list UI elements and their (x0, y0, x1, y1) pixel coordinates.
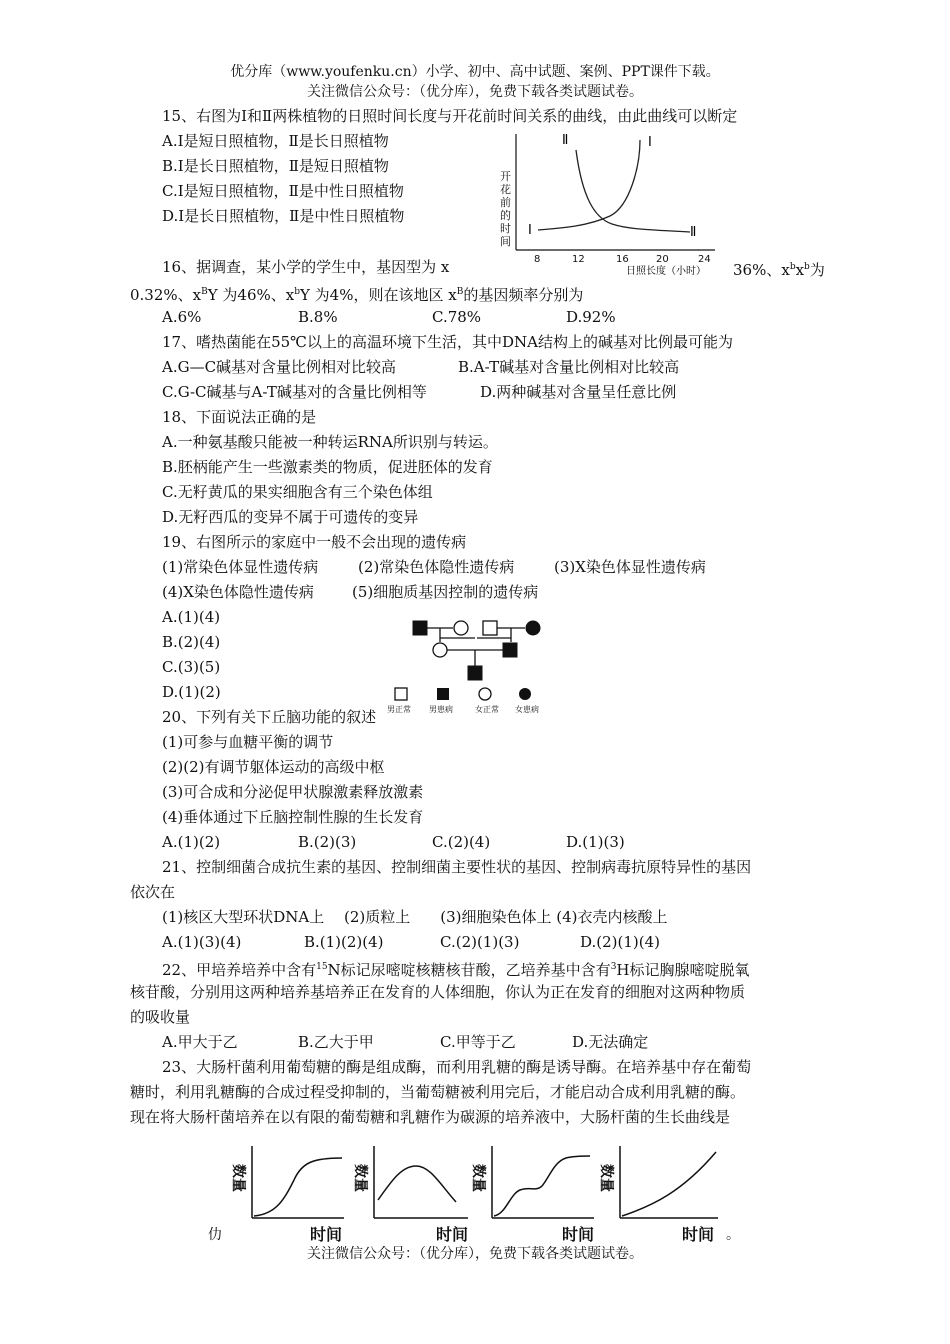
q21-option-b: B.(1)(2)(4) (304, 933, 384, 951)
q22-option-d: D.无法确定 (572, 1033, 649, 1051)
q15-stem: 15、右图为Ⅰ和Ⅱ两株植物的日照时间长度与开花前时间关系的曲线，由此曲线可以断定 (162, 107, 738, 125)
q16-option-d: D.92% (566, 308, 616, 326)
header-line-2: 关注微信公众号：（优分库），免费下载各类试题试卷。 (307, 84, 643, 100)
q21-stem-line-2: 依次在 (130, 883, 176, 901)
q19-option-d: D.(1)(2) (162, 683, 221, 701)
pedigree-gen1-female-affected (526, 621, 540, 635)
pedigree-legend-female-affected-symbol (519, 688, 531, 700)
q22-stem-line-2: 核苷酸，分别用这两种培养基培养正在发育的人体细胞，你认为正在发育的细胞对这两种物质 (130, 983, 746, 1001)
q15-graph (490, 126, 730, 280)
q21-option-c: C.(2)(1)(3) (440, 933, 520, 951)
q16-option-a: A.6% (162, 308, 202, 326)
svg-text:开: 开 (500, 170, 511, 183)
q15-option-c: C.Ⅰ是短日照植物，Ⅱ是中性日照植物 (162, 182, 404, 200)
graph-d-y-label: 数量 (598, 1164, 614, 1192)
pedigree-gen1-male-normal (483, 621, 497, 635)
q20-option-d: D.(1)(3) (566, 833, 625, 851)
graph15-y-label (500, 170, 511, 248)
q19-item-5: (5)细胞质基因控制的遗传病 (352, 583, 539, 601)
graph15-curve-2-label-top: Ⅱ (562, 133, 569, 148)
q20-item-3: (3)可合成和分泌促甲状腺激素释放激素 (162, 783, 424, 801)
graph-c-curve (494, 1156, 590, 1216)
q19-option-b: B.(2)(4) (162, 633, 221, 651)
q19-option-a: A.(1)(4) (162, 608, 221, 626)
graph-a-x-label: 时间 (310, 1225, 343, 1244)
graph-b-curve (378, 1166, 456, 1202)
q15-option-b: B.Ⅰ是长日照植物，Ⅱ是短日照植物 (162, 157, 389, 175)
q17-option-d: D.两种碱基对含量呈任意比例 (480, 383, 677, 401)
q17-option-c: C.G-C碱基与A-T碱基对的含量比例相等 (162, 383, 427, 401)
pedigree-gen3-male-affected (468, 666, 482, 680)
pedigree-legend-male-affected-symbol (437, 688, 449, 700)
pedigree-gen2-male-affected (503, 643, 517, 657)
graph-b-y-label: 数量 (352, 1164, 368, 1192)
graph-a-y-label: 数量 (230, 1164, 246, 1192)
q18-option-c: C.无籽黄瓜的果实细胞含有三个染色体组 (162, 483, 433, 501)
graph-d-x-label: 时间 (682, 1225, 715, 1244)
svg-text:16: 16 (616, 254, 629, 265)
svg-text:间: 间 (500, 235, 511, 248)
q18-option-a: A.一种氨基酸只能被一种转运RNA所识别与转运。 (162, 433, 498, 451)
pedigree-legend-female-normal-symbol (479, 688, 491, 700)
graph15-curve-1 (538, 140, 640, 230)
q22-option-b: B.乙大于甲 (298, 1033, 374, 1051)
pedigree-legend-male-normal-symbol (395, 688, 407, 700)
footer-left-fragment: 仂 (208, 1227, 222, 1243)
q18-option-b: B.胚柄能产生一些激素类的物质，促进胚体的发育 (162, 458, 493, 476)
svg-text:12: 12 (572, 254, 585, 265)
graph15-curve-1-label-top: Ⅰ (648, 135, 652, 150)
q23-growth-graphs (206, 1140, 736, 1250)
q21-option-a: A.(1)(3)(4) (162, 933, 242, 951)
q21-stem-line-1: 21、控制细菌合成抗生素的基因、控制细菌主要性状的基因、控制病毒抗原特异性的基因 (162, 858, 752, 876)
q22-stem-line-3: 的吸收量 (130, 1008, 191, 1026)
svg-text:20: 20 (656, 254, 669, 265)
header-line-1: 优分库（www.youfenku.cn）小学、初中、高中试题、案例、PPT课件下载。 (230, 64, 720, 80)
q17-option-a: A.G—C碱基对含量比例相对比较高 (162, 358, 397, 376)
graph-c-x-label: 时间 (562, 1225, 595, 1244)
q23-stem-line-2: 糖时，利用乳糖酶的合成过程受抑制的，当葡萄糖被利用完后，才能启动合成利用乳糖的酶。 (130, 1083, 746, 1101)
q22-option-a: A.甲大于乙 (162, 1033, 238, 1051)
q19-item-2: (2)常染色体隐性遗传病 (358, 558, 515, 576)
q15-option-a: A.Ⅰ是短日照植物，Ⅱ是长日照植物 (162, 132, 389, 150)
q19-item-4: (4)X染色体隐性遗传病 (162, 583, 314, 601)
q20-option-b: B.(2)(3) (298, 833, 357, 851)
footer-text: 关注微信公众号：（优分库），免费下载各类试题试卷。 (307, 1246, 643, 1262)
pedigree-gen1-female-normal (454, 621, 468, 635)
pedigree-legend-female-affected: 女患病 (515, 705, 539, 714)
q23-stem-line-3: 现在将大肠杆菌培养在以有限的葡萄糖和乳糖作为碳源的培养液中，大肠杆菌的生长曲线是 (130, 1108, 731, 1126)
q20-stem: 20、下列有关下丘脑功能的叙述 (162, 708, 377, 726)
pedigree-legend-male-normal: 男正常 (387, 705, 411, 714)
q19-option-c: C.(3)(5) (162, 658, 221, 676)
graph15-curve-2-label-bottom: Ⅱ (690, 225, 697, 240)
pedigree-legend-male-affected: 男患病 (429, 705, 453, 714)
q23-stem-line-1: 23、大肠杆菌利用葡萄糖的酶是组成酶，而利用乳糖的酶是诱导酶。在培养基中存在葡萄 (162, 1058, 752, 1076)
svg-text:24: 24 (698, 254, 711, 265)
graph15-curve-2 (576, 150, 690, 232)
pedigree-gen1-male-affected (413, 621, 427, 635)
pedigree-gen2-female-normal (433, 643, 447, 657)
q20-item-4: (4)垂体通过下丘脑控制性腺的生长发育 (162, 808, 424, 826)
q22-option-c: C.甲等于乙 (440, 1033, 516, 1051)
footer-right-fragment: 。 (726, 1227, 740, 1243)
graph-c-y-label: 数量 (470, 1164, 486, 1192)
graph-a-curve (254, 1158, 342, 1216)
q19-item-3: (3)X染色体显性遗传病 (554, 558, 706, 576)
svg-text:8: 8 (534, 254, 541, 265)
pedigree-legend-female-normal: 女正常 (475, 705, 499, 714)
q19-stem: 19、右图所示的家庭中一般不会出现的遗传病 (162, 533, 467, 551)
q18-stem: 18、下面说法正确的是 (162, 408, 317, 426)
q18-option-d: D.无籽西瓜的变异不属于可遗传的变异 (162, 508, 419, 526)
q16-stem-a: 16、据调查，某小学的学生中，基因型为 x (162, 258, 450, 276)
q16-stem-b: 36%、$x^bx^b$为 (733, 261, 825, 279)
q16-option-b: B.8% (298, 308, 338, 326)
svg-text:前: 前 (500, 196, 511, 209)
q21-items: (1)核区大型环状DNA上 (2)质粒上 (3)细胞染色体上 (4)衣壳内核酸上 (162, 908, 668, 926)
q20-option-c: C.(2)(4) (432, 833, 491, 851)
graph15-curve-1-label-bottom: Ⅰ (528, 223, 532, 238)
graph-d-curve (622, 1152, 716, 1216)
svg-text:花: 花 (500, 183, 511, 196)
q20-option-a: A.(1)(2) (162, 833, 221, 851)
q17-option-b: B.A-T碱基对含量比例相对比较高 (458, 358, 680, 376)
q22-stem-line-1: 22、甲培养培养中含有$^{15}$N标记尿嘧啶核糖核苷酸，乙培养基中含有$^3$H标记胸腺嘧啶脱氧 (162, 961, 750, 979)
q16-stem-line-2: 0.32%、$x^BY$ 为46%、$x^bY$ 为4%，则在该地区 $x^B$的基因频率分别为 (130, 286, 584, 304)
graph15-x-ticks (534, 254, 711, 265)
q20-item-1: (1)可参与血糖平衡的调节 (162, 733, 334, 751)
q19-item-1: (1)常染色体显性遗传病 (162, 558, 319, 576)
q20-item-2: (2)(2)有调节躯体运动的高级中枢 (162, 758, 385, 776)
q17-stem: 17、嗜热菌能在55℃以上的高温环境下生活，其中DNA结构上的碱基对比例最可能为 (162, 333, 733, 351)
svg-text:的: 的 (500, 209, 511, 222)
q16-option-c: C.78% (432, 308, 482, 326)
svg-text:时: 时 (500, 222, 511, 235)
graph-b-x-label: 时间 (436, 1225, 469, 1244)
q15-option-d: D.Ⅰ是长日照植物，Ⅱ是中性日照植物 (162, 207, 405, 225)
q21-option-d: D.(2)(1)(4) (580, 933, 661, 951)
pedigree-diagram (385, 612, 567, 720)
graph15-x-label: 日照长度（小时） (626, 266, 706, 276)
